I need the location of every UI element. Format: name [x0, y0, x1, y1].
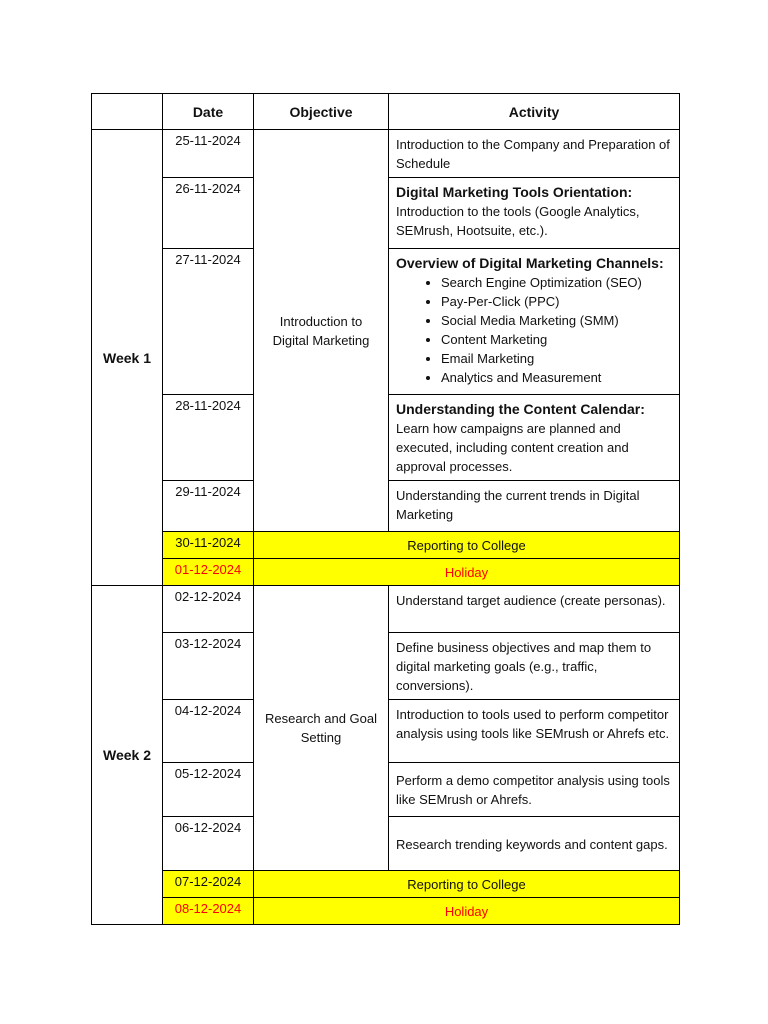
activity-title: Digital Marketing Tools Orientation:: [396, 184, 633, 200]
week-label: Week 1: [92, 130, 163, 586]
activity-cell: [389, 178, 680, 249]
header-row: [92, 94, 680, 130]
activity-cell: [389, 633, 680, 700]
date-cell: 27-11-2024: [163, 249, 254, 395]
activity-text: Define business objectives and map them to digital marketing goals (e.g., traffic, conversions).: [396, 640, 652, 693]
channel-list: [396, 273, 673, 387]
table-row: [92, 532, 680, 559]
list-item: • Social Media Marketing (SMM): [441, 311, 673, 330]
date-cell: 08-12-2024: [163, 898, 254, 925]
table-row: [92, 586, 680, 633]
date-cell: 02-12-2024: [163, 586, 254, 633]
activity-cell: [389, 586, 680, 633]
table-row: [92, 130, 680, 178]
list-item: • Email Marketing: [441, 349, 673, 368]
table-row: [92, 871, 680, 898]
date-cell: 05-12-2024: [163, 763, 254, 817]
activity-cell: [389, 763, 680, 817]
date-cell: 06-12-2024: [163, 817, 254, 871]
date-cell: 29-11-2024: [163, 481, 254, 532]
activity-text: Learn how campaigns are planned and executed, including content creation and approval processes.: [396, 421, 629, 474]
table-row: [92, 898, 680, 925]
activity-cell: [389, 249, 680, 395]
date-cell: 28-11-2024: [163, 395, 254, 481]
date-cell: 30-11-2024: [163, 532, 254, 559]
activity-text: Introduction to the Company and Preparation of Schedule: [396, 137, 670, 171]
date-cell: 25-11-2024: [163, 130, 254, 178]
activity-text: Understanding the current trends in Digital Marketing: [396, 488, 640, 522]
objective-cell: Introduction to Digital Marketing: [254, 130, 389, 532]
date-cell: 26-11-2024: [163, 178, 254, 249]
activity-title: Understanding the Content Calendar:: [396, 401, 645, 417]
date-cell: 01-12-2024: [163, 559, 254, 586]
holiday-cell: Holiday: [254, 898, 680, 925]
activity-text: Introduction to the tools (Google Analytics, SEMrush, Hootsuite, etc.).: [396, 204, 640, 238]
header-date: Date: [163, 94, 254, 130]
activity-cell: [389, 700, 680, 763]
objective-cell: Research and Goal Setting: [254, 586, 389, 871]
holiday-cell: Holiday: [254, 559, 680, 586]
list-item: • Content Marketing: [441, 330, 673, 349]
date-cell: 03-12-2024: [163, 633, 254, 700]
activity-cell: [389, 130, 680, 178]
schedule-table: [91, 93, 680, 925]
list-item: • Search Engine Optimization (SEO): [441, 273, 673, 292]
table-row: [92, 559, 680, 586]
header-activity: Activity: [389, 94, 680, 130]
header-week: [92, 94, 163, 130]
header-objective: Objective: [254, 94, 389, 130]
activity-cell: [389, 481, 680, 532]
activity-cell: [389, 817, 680, 871]
activity-text: Perform a demo competitor analysis using tools like SEMrush or Ahrefs.: [396, 773, 670, 807]
activity-text: Understand target audience (create personas).: [396, 593, 666, 608]
activity-text: Research trending keywords and content gaps.: [396, 836, 668, 852]
activity-title: Overview of Digital Marketing Channels:: [396, 255, 664, 271]
week-label: Week 2: [92, 586, 163, 925]
list-item: • Analytics and Measurement: [441, 368, 673, 387]
reporting-cell: Reporting to College: [254, 871, 680, 898]
reporting-cell: Reporting to College: [254, 532, 680, 559]
list-item: • Pay-Per-Click (PPC): [441, 292, 673, 311]
date-cell: 07-12-2024: [163, 871, 254, 898]
activity-cell: [389, 395, 680, 481]
date-cell: 04-12-2024: [163, 700, 254, 763]
activity-text: Introduction to tools used to perform competitor analysis using tools like SEMrush or Ahrefs etc.: [396, 707, 670, 741]
